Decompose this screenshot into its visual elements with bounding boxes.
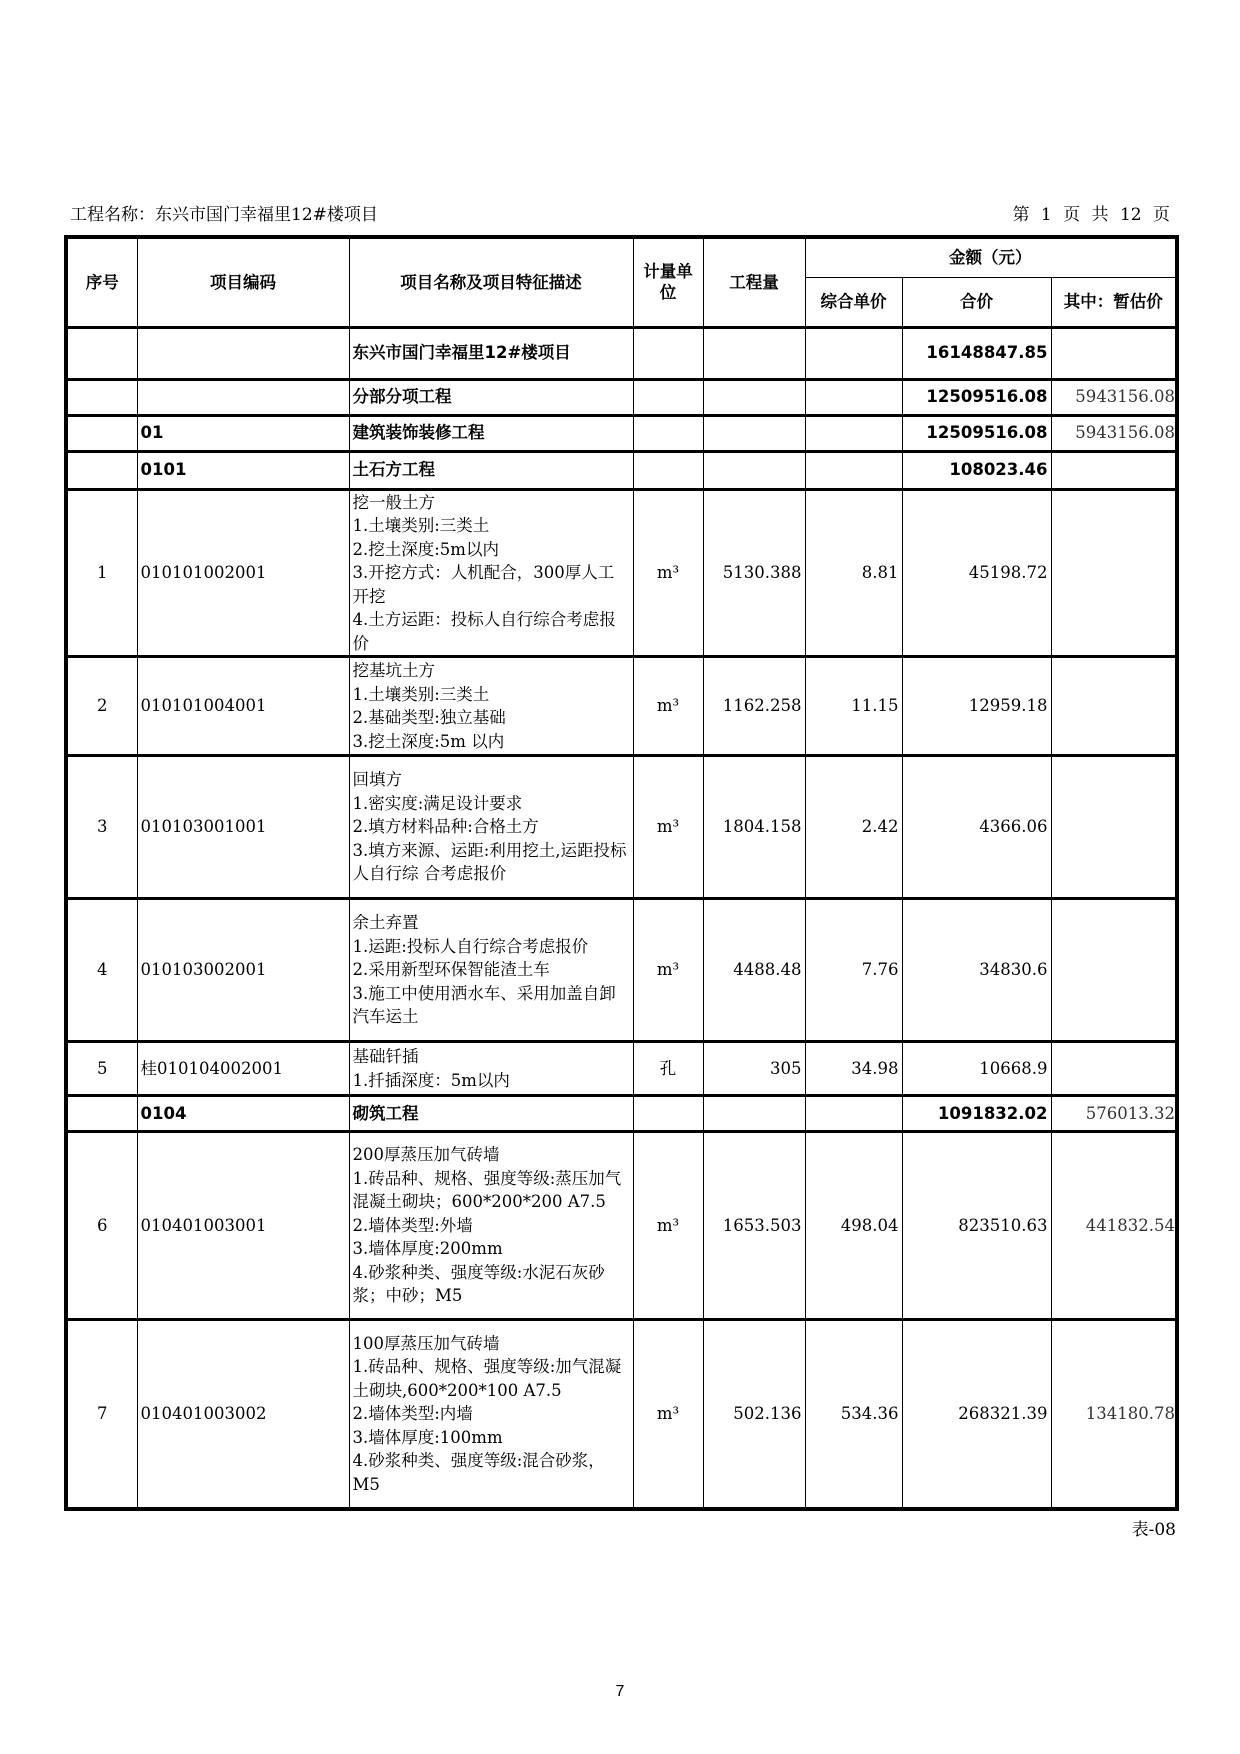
- cell-name: 基础钎插 1.扦插深度：5m以内: [349, 1042, 633, 1096]
- cell-name: 土石方工程: [349, 451, 633, 489]
- summary-row: [66, 379, 1177, 415]
- cell-unit: 孔: [633, 1042, 703, 1096]
- cell-qty: [703, 1096, 805, 1132]
- cell-unit: [633, 415, 703, 451]
- cell-code: 010101002001: [137, 489, 349, 657]
- cell-provisional: [1051, 899, 1177, 1042]
- cell-qty: 4488.48: [703, 899, 805, 1042]
- cell-code: [137, 379, 349, 415]
- col-header-name: 项目名称及项目特征描述: [349, 237, 633, 327]
- cell-provisional: 134180.78: [1051, 1320, 1177, 1509]
- cell-total: 45198.72: [902, 489, 1051, 657]
- cell-name: 100厚蒸压加气砖墙 1.砖品种、规格、强度等级:加气混凝土砌块,600*200*100 A7.5 2.墙体类型:内墙 3.墙体厚度:100mm 4.砂浆种类、强度等级:混合砂浆，M5: [349, 1320, 633, 1509]
- table-row: [66, 1132, 1177, 1320]
- col-header-qty: 工程量: [703, 237, 805, 327]
- cell-seq: 1: [66, 489, 137, 657]
- cell-code: 010401003001: [137, 1132, 349, 1320]
- cell-seq: [66, 451, 137, 489]
- cell-unit-price: [805, 451, 902, 489]
- cell-seq: 4: [66, 899, 137, 1042]
- cell-seq: [66, 327, 137, 379]
- cell-qty: [703, 327, 805, 379]
- cell-provisional: [1051, 327, 1177, 379]
- col-header-code: 项目编码: [137, 237, 349, 327]
- cell-unit-price: [805, 415, 902, 451]
- cell-code: 01: [137, 415, 349, 451]
- cell-name: 挖一般土方 1.土壤类别:三类土 2.挖土深度:5m以内 3.开挖方式：人机配合，300厚人工开挖 4.土方运距：投标人自行综合考虑报价: [349, 489, 633, 657]
- summary-row: [66, 451, 1177, 489]
- cell-provisional: [1051, 1042, 1177, 1096]
- cell-name: 砌筑工程: [349, 1096, 633, 1132]
- cell-total: 4366.06: [902, 756, 1051, 899]
- cell-unit-price: [805, 327, 902, 379]
- cell-name: 回填方 1.密实度:满足设计要求 2.填方材料品种:合格土方 3.填方来源、运距:利用挖土,运距投标人自行综 合考虑报价: [349, 756, 633, 899]
- cell-total: 10668.9: [902, 1042, 1051, 1096]
- cell-provisional: 5943156.08: [1051, 379, 1177, 415]
- cell-total: 823510.63: [902, 1132, 1051, 1320]
- form-number: 表-08: [1131, 1520, 1176, 1540]
- cell-qty: [703, 451, 805, 489]
- cell-code: 0104: [137, 1096, 349, 1132]
- cell-unit: [633, 379, 703, 415]
- cell-seq: [66, 1096, 137, 1132]
- col-header-amount: 金额（元）: [805, 237, 1177, 277]
- cell-seq: [66, 415, 137, 451]
- cell-code: 0101: [137, 451, 349, 489]
- cell-unit-price: [805, 379, 902, 415]
- cell-name: 挖基坑土方 1.土壤类别:三类土 2.基础类型:独立基础 3.挖土深度:5m 以内: [349, 657, 633, 756]
- cell-code: 010103002001: [137, 899, 349, 1042]
- page-info: 第 1 页 共 12 页: [1012, 205, 1170, 225]
- table-row: [66, 899, 1177, 1042]
- table-row: [66, 657, 1177, 756]
- cell-total: 268321.39: [902, 1320, 1051, 1509]
- cell-seq: 7: [66, 1320, 137, 1509]
- cell-total: 12509516.08: [902, 379, 1051, 415]
- cell-qty: 5130.388: [703, 489, 805, 657]
- cell-unit-price: 2.42: [805, 756, 902, 899]
- cell-provisional: [1051, 657, 1177, 756]
- cell-seq: 2: [66, 657, 137, 756]
- cell-total: 16148847.85: [902, 327, 1051, 379]
- cell-provisional: 5943156.08: [1051, 415, 1177, 451]
- cell-unit: m³: [633, 1132, 703, 1320]
- cell-qty: 502.136: [703, 1320, 805, 1509]
- cell-code: 010101004001: [137, 657, 349, 756]
- cell-provisional: [1051, 489, 1177, 657]
- cell-qty: [703, 379, 805, 415]
- cell-total: 1091832.02: [902, 1096, 1051, 1132]
- cell-qty: 305: [703, 1042, 805, 1096]
- cell-unit: [633, 451, 703, 489]
- cell-total: 12509516.08: [902, 415, 1051, 451]
- table-row: [66, 1042, 1177, 1096]
- cell-code: 桂010104002001: [137, 1042, 349, 1096]
- table-row: [66, 756, 1177, 899]
- cell-name: 200厚蒸压加气砖墙 1.砖品种、规格、强度等级:蒸压加气混凝土砌块；600*200*200 A7.5 2.墙体类型:外墙 3.墙体厚度:200mm 4.砂浆种类、强度等级:水泥石灰砂浆；中砂；M5: [349, 1132, 633, 1320]
- cell-code: 010103001001: [137, 756, 349, 899]
- table-row: [66, 489, 1177, 657]
- cell-unit-price: 7.76: [805, 899, 902, 1042]
- cell-unit: m³: [633, 657, 703, 756]
- cell-unit: m³: [633, 899, 703, 1042]
- cell-provisional: 441832.54: [1051, 1132, 1177, 1320]
- cell-name: 分部分项工程: [349, 379, 633, 415]
- bill-of-quantities-table: [64, 235, 1179, 1511]
- cell-unit: m³: [633, 489, 703, 657]
- cell-qty: 1804.158: [703, 756, 805, 899]
- summary-row: [66, 327, 1177, 379]
- summary-row: [66, 415, 1177, 451]
- cell-unit-price: 534.36: [805, 1320, 902, 1509]
- cell-total: 108023.46: [902, 451, 1051, 489]
- col-header-total: 合价: [902, 277, 1051, 327]
- cell-unit-price: 498.04: [805, 1132, 902, 1320]
- cell-unit-price: 8.81: [805, 489, 902, 657]
- cell-unit: [633, 1096, 703, 1132]
- table-row: [66, 1320, 1177, 1509]
- cell-total: 34830.6: [902, 899, 1051, 1042]
- cell-name: 余土弃置 1.运距:投标人自行综合考虑报价 2.采用新型环保智能渣土车 3.施工中使用洒水车、采用加盖自卸汽车运土: [349, 899, 633, 1042]
- cell-unit-price: [805, 1096, 902, 1132]
- cell-total: 12959.18: [902, 657, 1051, 756]
- cell-seq: 6: [66, 1132, 137, 1320]
- col-header-unit: 计量单位: [633, 237, 703, 327]
- cell-code: 010401003002: [137, 1320, 349, 1509]
- project-name-label: 工程名称：东兴市国门幸福里12#楼项目: [70, 205, 378, 225]
- cell-seq: 3: [66, 756, 137, 899]
- cell-qty: 1653.503: [703, 1132, 805, 1320]
- cell-unit: m³: [633, 756, 703, 899]
- cell-name: 建筑装饰装修工程: [349, 415, 633, 451]
- cell-provisional: [1051, 756, 1177, 899]
- cell-unit-price: 34.98: [805, 1042, 902, 1096]
- cell-unit: [633, 327, 703, 379]
- col-header-seq: 序号: [66, 237, 137, 327]
- cell-seq: [66, 379, 137, 415]
- cell-name: 东兴市国门幸福里12#楼项目: [349, 327, 633, 379]
- cell-provisional: [1051, 451, 1177, 489]
- summary-row: [66, 1096, 1177, 1132]
- col-header-provisional: 其中：暂估价: [1051, 277, 1177, 327]
- cell-unit: m³: [633, 1320, 703, 1509]
- cell-unit-price: 11.15: [805, 657, 902, 756]
- cell-provisional: 576013.32: [1051, 1096, 1177, 1132]
- cell-code: [137, 327, 349, 379]
- cell-qty: 1162.258: [703, 657, 805, 756]
- col-header-unit-price: 综合单价: [805, 277, 902, 327]
- page-number: 7: [615, 1683, 625, 1700]
- cell-seq: 5: [66, 1042, 137, 1096]
- cell-qty: [703, 415, 805, 451]
